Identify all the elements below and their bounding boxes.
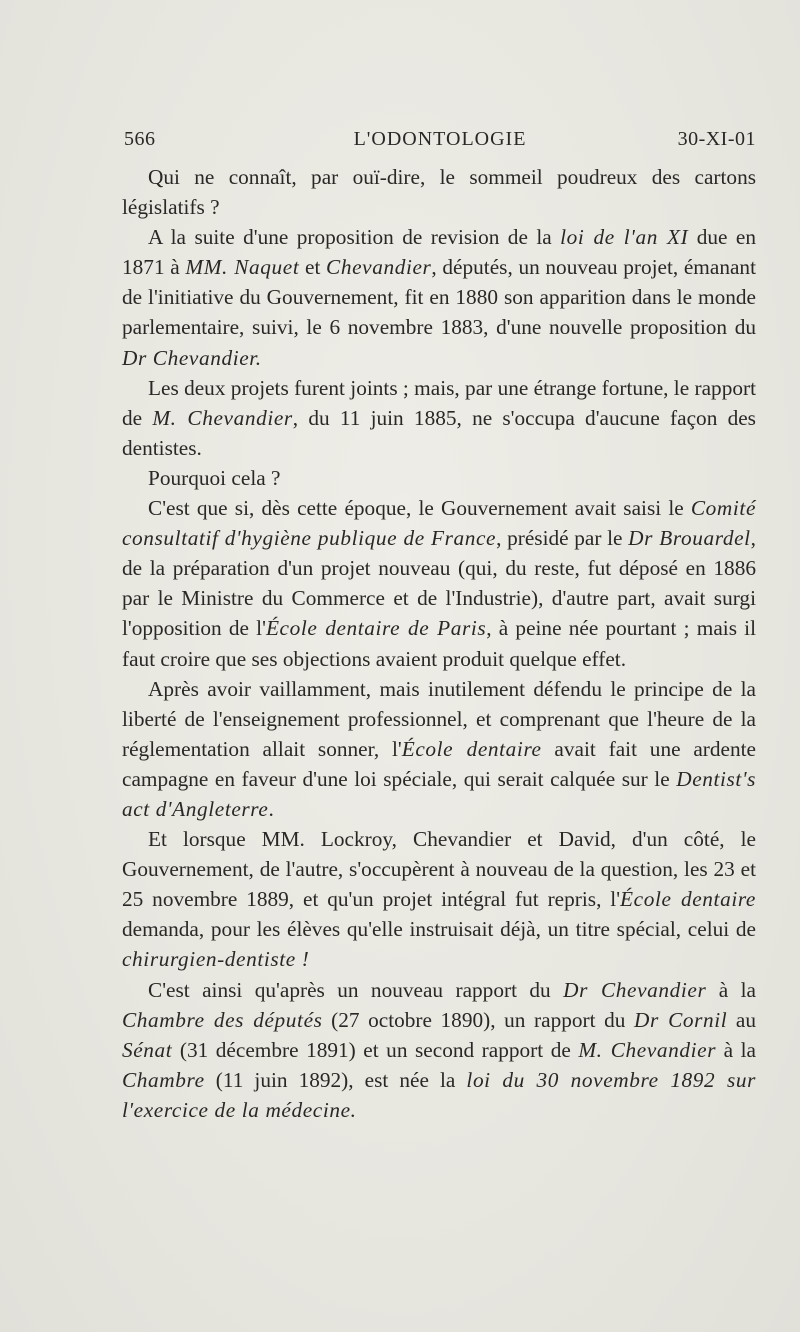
text-run: à la <box>716 1037 756 1062</box>
text-run: (31 décembre 1891) et un second rapport de <box>172 1037 579 1062</box>
text-run: demanda, pour les élèves qu'elle instruisait déjà, un titre spécial, celui de <box>122 917 756 942</box>
text-run: Qui ne connaît, par ouï-dire, le sommeil poudreux des cartons législatifs ? <box>122 165 756 220</box>
text-run: avait fait une ardente campagne en faveur d'une loi spéciale, qui serait calquée sur le <box>122 736 757 791</box>
italic-text: loi du 30 novembre 1892 sur l'exercice de la médecine. <box>122 1067 756 1122</box>
italic-text: Comité consultatif d'hygiène publique de France <box>122 496 756 551</box>
text-run: C'est que si, dès cette époque, le Gouvernement avait saisi le <box>148 496 691 521</box>
italic-text: Dr Brouardel <box>628 526 751 551</box>
text-run: à la <box>706 977 757 1002</box>
italic-text: École dentaire <box>401 736 542 761</box>
text-run: C'est ainsi qu'après un nouveau rapport du <box>148 977 564 1002</box>
italic-text: M. Chevandier <box>152 405 293 430</box>
italic-text: MM. Naquet <box>185 255 300 280</box>
paragraph <box>122 162 756 222</box>
italic-text: chirurgien-dentiste ! <box>122 947 310 972</box>
italic-text: Dr Chevandier. <box>122 345 262 370</box>
page-number: 566 <box>124 128 156 150</box>
text-run: , présidé par le <box>496 526 629 551</box>
paragraph <box>122 975 756 1125</box>
issue-date: 30-XI-01 <box>677 128 756 150</box>
text-run: au <box>727 1007 757 1032</box>
text-run: . <box>268 796 274 821</box>
italic-text: École dentaire de Paris <box>265 616 487 641</box>
text-run: Et lorsque MM. Lockroy, Chevandier et David, d'un côté, le Gouvernement, de l'autre, s'occupèrent à nouveau de la question, les 23 et 25 novembre 1889, et qu'un projet intégral fut repris, l' <box>122 827 756 912</box>
italic-text: loi de l'an XI <box>560 225 689 250</box>
body-text <box>122 162 756 1125</box>
italic-text: Dr Cornil <box>634 1007 728 1032</box>
italic-text: École dentaire <box>620 887 756 912</box>
text-run: Pourquoi cela ? <box>148 465 281 490</box>
italic-text: Chevandier <box>326 255 432 280</box>
paragraph <box>122 463 756 493</box>
paragraph <box>122 222 756 372</box>
text-run: , députés, un nouveau projet, émanant de l'initiative du Gouvernement, fit en 1880 son apparition dans le monde parlementaire, suivi, le 6 novembre 1883, d'une nouvelle proposition du <box>122 255 756 340</box>
text-run: , de la préparation d'un projet nouveau (qui, du reste, fut déposé en 1886 par le Ministre du Commerce et de l'Industrie), d'autre part, avait surgi l'opposition de l' <box>122 526 756 641</box>
text-run: , du 11 juin 1885, ne s'occupa d'aucune façon des dentistes. <box>122 405 756 460</box>
italic-text: Dr Chevandier <box>563 977 707 1002</box>
text-run: (27 octobre 1890), un rapport du <box>322 1007 635 1032</box>
text-run: Après avoir vaillamment, mais inutilement défendu le principe de la liberté de l'enseignement professionnel, et comprenant que l'heure de la réglementation allait sonner, l' <box>122 676 756 761</box>
text-run: A la suite d'une proposition de revision de la <box>148 225 561 250</box>
text-run: et <box>299 255 327 280</box>
text-run: , à peine née pourtant ; mais il faut croire que ses objections avaient produit quelque effet. <box>122 616 757 671</box>
paragraph <box>122 373 756 463</box>
paragraph <box>122 493 756 674</box>
running-header <box>124 128 756 156</box>
italic-text: Dentist's act d'Angleterre <box>122 766 756 821</box>
text-run: due en 1871 à <box>122 225 757 280</box>
italic-text: Chambre des députés <box>122 1007 323 1032</box>
paragraph <box>122 674 756 824</box>
text-run: (11 juin 1892), est née la <box>204 1067 467 1092</box>
italic-text: Sénat <box>122 1037 173 1062</box>
text-run: Les deux projets furent joints ; mais, par une étrange fortune, le rapport de <box>122 375 756 430</box>
running-title: L'ODONTOLOGIE <box>353 128 527 150</box>
italic-text: M. Chevandier <box>578 1037 717 1062</box>
italic-text: Chambre <box>122 1067 205 1092</box>
paragraph <box>122 824 756 974</box>
